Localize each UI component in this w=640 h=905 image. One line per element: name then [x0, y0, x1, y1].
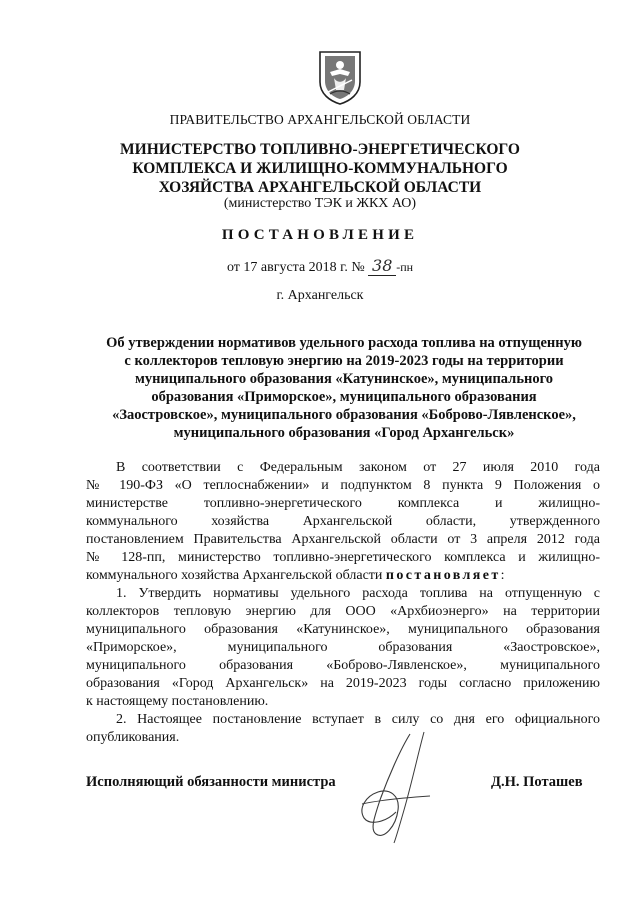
document-city: г. Архангельск — [276, 288, 364, 303]
ministry-line: КОМПЛЕКСА И ЖИЛИЩНО-КОММУНАЛЬНОГО — [132, 160, 508, 177]
ministry-abbreviation: (министерство ТЭК и ЖКХ АО) — [223, 196, 417, 211]
body-line: министерстве топливно-энергетического комплекса и жилищно- — [86, 496, 600, 511]
item-1-line: образования «Город Архангельск» на 2019-2023 годы согласно приложению — [86, 676, 600, 691]
body-line: коммунального хозяйства Архангельской области, утвержденного — [86, 514, 600, 529]
item-1-line: 1. Утвердить нормативы удельного расхода топлива на отпущенную с — [116, 586, 600, 601]
body-line: № 128-пп, министерство топливно-энергетического комплекса и жилищно- — [86, 550, 600, 565]
coat-of-arms-emblem — [316, 50, 364, 106]
body-text: коммунального хозяйства Архангельской области — [86, 568, 386, 583]
document-title — [78, 334, 610, 442]
ministry-line: ХОЗЯЙСТВА АРХАНГЕЛЬСКОЙ ОБЛАСТИ — [158, 179, 482, 196]
title-line: «Заостровское», муниципального образования «Боброво-Лявленское», — [112, 407, 576, 423]
signatory-name: Д.Н. Поташев — [491, 774, 583, 790]
title-line: образования «Приморское», муниципального образования — [151, 389, 537, 405]
document-body — [86, 459, 600, 747]
body-line: № 190-ФЗ «О теплоснабжении» и подпунктом 8 пункта 9 Положения о — [86, 478, 600, 493]
document-number-suffix: -пн — [396, 260, 414, 274]
body-line: постановлением Правительства Архангельской области от 3 апреля 2012 года — [86, 532, 600, 547]
document-type: ПОСТАНОВЛЕНИЕ — [221, 227, 419, 243]
item-1-line: муниципального образования «Катунинское», муниципального образования — [86, 622, 600, 637]
document-number: 38 — [368, 256, 396, 276]
body-line — [86, 567, 600, 585]
decree-word: постановляет — [385, 568, 501, 583]
signatory-role: Исполняющий обязанности министра — [86, 774, 336, 790]
title-line: Об утверждении нормативов удельного расхода топлива на отпущенную — [106, 335, 582, 351]
ministry-line: МИНИСТЕРСТВО ТОПЛИВНО-ЭНЕРГЕТИЧЕСКОГО — [120, 141, 520, 158]
body-line: В соответствии с Федеральным законом от 27 июля 2010 года — [116, 460, 600, 475]
item-1-line: коллекторов тепловую энергию для ООО «Архбиоэнерго» на территории — [86, 604, 600, 619]
title-line: муниципального образования «Город Архангельск» — [173, 425, 515, 441]
ministry-name — [0, 140, 640, 197]
document-date-number — [0, 256, 640, 276]
item-2-line: 2. Настоящее постановление вступает в силу со дня его официального — [116, 712, 600, 727]
item-2-line: опубликования. — [86, 730, 180, 745]
item-1-line: муниципального образования «Боброво-Лявленское», муниципального — [86, 658, 600, 673]
item-1-line: к настоящему постановлению. — [86, 694, 269, 709]
title-line: муниципального образования «Катунинское», муниципального — [134, 371, 554, 387]
document-date: от 17 августа 2018 г. № — [226, 260, 365, 275]
handwritten-signature — [340, 730, 450, 845]
title-line: с коллекторов тепловую энергию на 2019-2023 годы на территории — [124, 353, 564, 369]
government-name: ПРАВИТЕЛЬСТВО АРХАНГЕЛЬСКОЙ ОБЛАСТИ — [169, 112, 471, 127]
decree-colon: : — [500, 568, 505, 583]
item-1-line: «Приморское», муниципального образования «Заостровское», — [86, 640, 600, 655]
